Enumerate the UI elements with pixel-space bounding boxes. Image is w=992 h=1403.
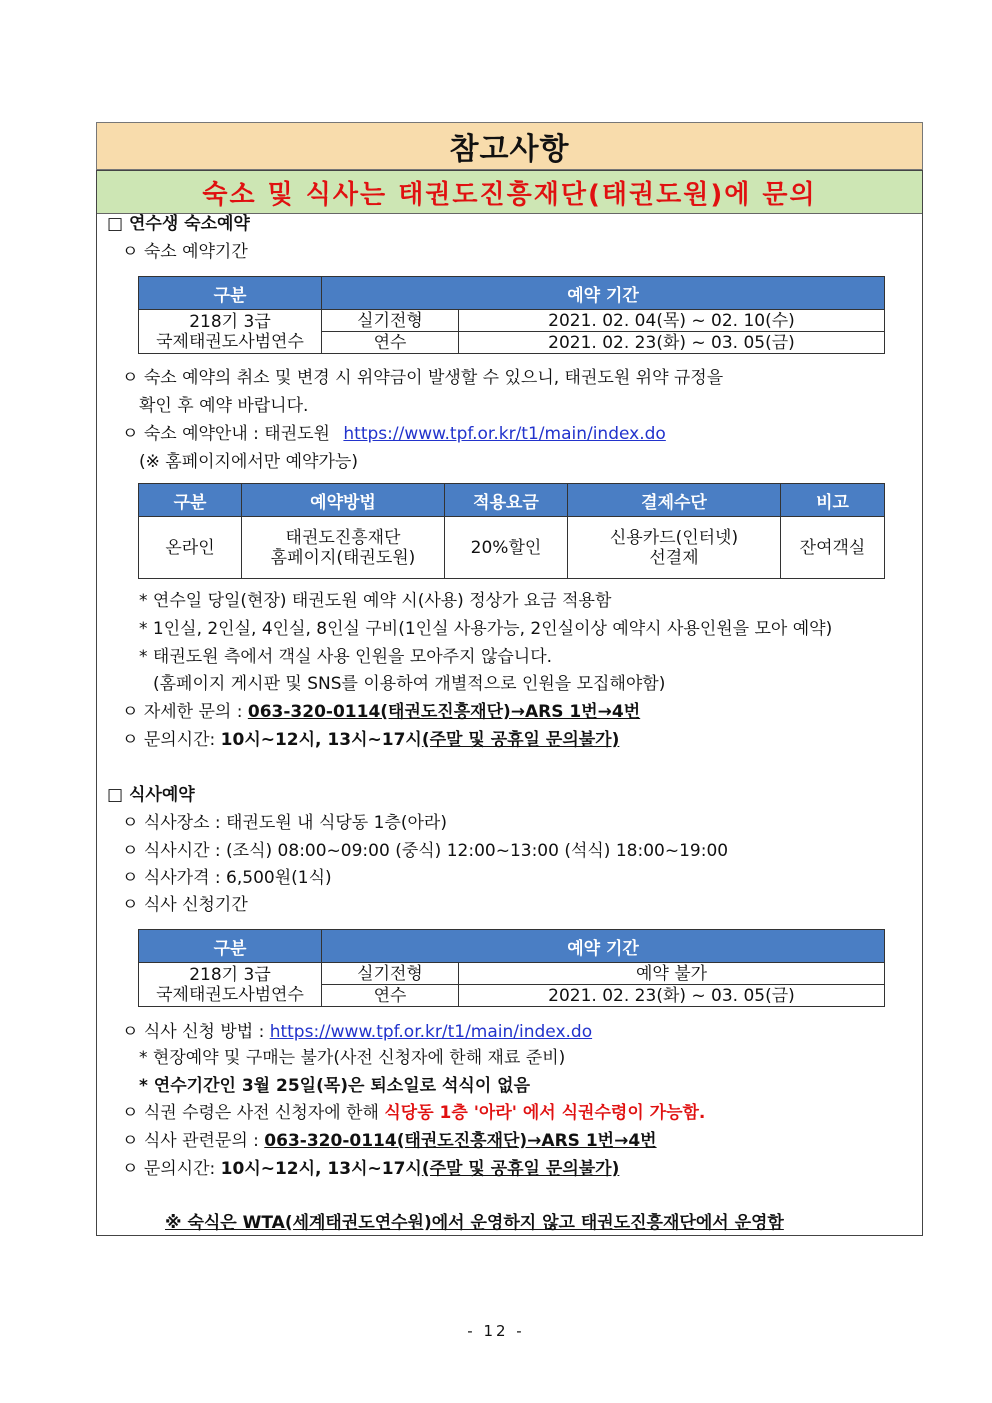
cancel-notice: ㅇ 숙소 예약의 취소 및 변경 시 위약금이 발생할 수 있으니, 태권도원 위약 규정을 (122, 368, 724, 388)
group-line: 국제태권도사범연수 (156, 331, 304, 352)
contact-phone: 063-320-0114(태권도진흥재단)→ARS 1번→4번 (247, 702, 641, 722)
period-cell: 예약 불가 (459, 963, 885, 985)
payment-cell (568, 517, 781, 579)
meal-hours (122, 1159, 619, 1179)
inquiry-banner: 숙소 및 식사는 태권도진흥재단(태권도원)에 문의 (97, 171, 922, 214)
meal-period-label: ㅇ 식사 신청기간 (122, 895, 248, 915)
lodging-period-table (138, 276, 885, 354)
period-cell: 2021. 02. 04(목) ~ 02. 10(수) (459, 310, 885, 332)
method-line: 태권도진흥재단 (285, 527, 401, 548)
method-line: 홈페이지(태권도원) (270, 547, 416, 568)
cancel-notice-cont: 확인 후 예약 바랍니다. (139, 396, 309, 416)
meal-ticket (122, 1103, 705, 1123)
lodging-contact (122, 702, 640, 722)
type-cell: 실기전형 (322, 310, 459, 332)
group-line: 국제태권도사범연수 (156, 984, 304, 1005)
meal-price: ㅇ 식사가격 : 6,500원(1식) (122, 868, 332, 888)
meal-place: ㅇ 식사장소 : 태권도원 내 식당동 1층(아라) (122, 813, 447, 833)
lodging-hours (122, 730, 619, 750)
payment-line: 선결제 (649, 547, 699, 568)
meal-apply-link[interactable]: https://www.tpf.or.kr/t1/main/index.do (269, 1022, 593, 1042)
hours-note: (주말 및 공휴일 문의불가) (421, 730, 620, 750)
type-cell: 연수 (322, 332, 459, 354)
hours-value: 10시~12시, 13시~17시 (220, 1159, 422, 1179)
payment-line: 신용카드(인터넷) (609, 527, 739, 548)
meal-apply (122, 1022, 592, 1042)
group-cell (139, 310, 322, 354)
group-line: 218기 3급 (189, 311, 271, 332)
table-header: 예약 기간 (322, 930, 885, 963)
period-cell: 2021. 02. 23(화) ~ 03. 05(금) (459, 332, 885, 354)
group-cell (139, 963, 322, 1007)
reservation-link[interactable]: https://www.tpf.or.kr/t1/main/index.do (343, 424, 666, 444)
hours-note: (주말 및 공휴일 문의불가) (421, 1159, 620, 1179)
period-cell: 2021. 02. 23(화) ~ 03. 05(금) (459, 985, 885, 1007)
guide-label: ㅇ 숙소 예약안내 : 태권도원 (122, 424, 330, 444)
meal-heading: □ 식사예약 (107, 785, 195, 805)
type-cell: 실기전형 (322, 963, 459, 985)
type-cell: 연수 (322, 985, 459, 1007)
table-header: 예약방법 (242, 484, 445, 517)
page-number: - 12 - (467, 1322, 525, 1340)
lodging-heading: □ 연수생 숙소예약 (107, 214, 250, 234)
hours-label: ㅇ 문의시간: (122, 1159, 221, 1179)
table-header: 적용요금 (445, 484, 568, 517)
info-frame (96, 170, 923, 1236)
table-header: 비고 (781, 484, 885, 517)
contact-phone: 063-320-0114(태권도진흥재단)→ARS 1번→4번 (264, 1131, 657, 1151)
type-cell: 온라인 (139, 517, 242, 579)
ticket-location: 식당동 1층 '아라' 에서 식권수령이 가능함. (384, 1103, 706, 1123)
hours-value: 10시~12시, 13시~17시 (220, 730, 422, 750)
lodging-note: * 1인실, 2인실, 4인실, 8인실 구비(1인실 사용가능, 2인실이상 예약시 사용인원을 모아 예약) (139, 619, 833, 639)
lodging-period-label: ㅇ 숙소 예약기간 (122, 242, 248, 262)
table-header: 구분 (139, 277, 322, 310)
meal-period-table (138, 929, 885, 1007)
contact-label: ㅇ 자세한 문의 : (122, 702, 248, 722)
rate-cell: 20%할인 (445, 517, 568, 579)
ticket-label: ㅇ 식권 수령은 사전 신청자에 한해 (122, 1103, 385, 1123)
table-header: 구분 (139, 484, 242, 517)
page-title: 참고사항 (96, 122, 923, 170)
guide-note: (※ 홈페이지에서만 예약가능) (139, 452, 358, 472)
table-header: 결제수단 (568, 484, 781, 517)
table-header: 예약 기간 (322, 277, 885, 310)
hours-label: ㅇ 문의시간: (122, 730, 221, 750)
table-header: 구분 (139, 930, 322, 963)
operation-notice: ※ 숙식은 WTA(세계태권도연수원)에서 운영하지 않고 태권도진흥재단에서 운영함 (165, 1213, 784, 1233)
apply-label: ㅇ 식사 신청 방법 : (122, 1022, 270, 1042)
method-cell (242, 517, 445, 579)
reservation-method-table (138, 483, 885, 579)
note-cell: 잔여객실 (781, 517, 885, 579)
meal-note: * 현장예약 및 구매는 불가(사전 신청자에 한해 재료 준비) (139, 1048, 566, 1068)
reservation-guide (122, 424, 666, 444)
group-line: 218기 3급 (189, 964, 271, 985)
meal-time: ㅇ 식사시간 : (조식) 08:00~09:00 (중식) 12:00~13:00 (석식) 18:00~19:00 (122, 841, 729, 861)
lodging-note: (홈페이지 게시판 및 SNS를 이용하여 개별적으로 인원을 모집해야함) (153, 674, 666, 694)
meal-note: * 연수기간인 3월 25일(목)은 퇴소일로 석식이 없음 (139, 1076, 531, 1096)
lodging-note: * 태권도원 측에서 객실 사용 인원을 모아주지 않습니다. (139, 647, 553, 667)
meal-contact (122, 1131, 657, 1151)
lodging-note: * 연수일 당일(현장) 태권도원 예약 시(사용) 정상가 요금 적용함 (139, 591, 612, 611)
contact-label: ㅇ 식사 관련문의 : (122, 1131, 265, 1151)
